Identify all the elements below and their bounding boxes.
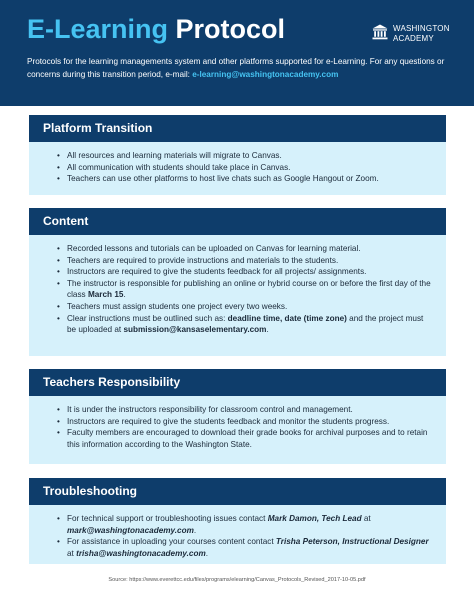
logo-line-2: ACADEMY	[393, 34, 434, 43]
logo	[372, 24, 450, 44]
list-item	[67, 513, 432, 536]
item-text: Clear instructions must be outlined such as:	[67, 313, 228, 323]
list-item: • Instructors are required to give the students feedback for all projects/ assignments.	[67, 266, 432, 278]
institution-building-icon	[372, 24, 388, 40]
item-text: at	[361, 514, 371, 523]
item-text: .	[193, 525, 197, 535]
list-item: • Faculty members are encouraged to download their grade books for archival purposes and to retain this information according to the Washington State.	[67, 427, 432, 450]
list-item: • Teachers can use other platforms to host live chats such as Google Hangout or Zoom.	[67, 173, 432, 185]
section-title: Troubleshooting	[29, 478, 446, 505]
bullet-list	[67, 404, 432, 450]
submission-email-link[interactable]: submission@kansaselementary.com	[123, 325, 267, 335]
item-text: .	[205, 548, 209, 558]
item-text: at	[67, 548, 77, 558]
list-item: • It is under the instructors responsibility for classroom control and management.	[67, 404, 432, 416]
list-item: • Instructors are required to give the students feedback and monitor the students progress.	[67, 416, 432, 428]
header-banner	[0, 0, 474, 106]
bullet-list	[67, 150, 432, 185]
list-item: • Teachers are required to provide instructions and materials to the students.	[67, 255, 432, 267]
list-item: • All communication with students should take place in Canvas.	[67, 162, 432, 174]
logo-text	[393, 24, 450, 44]
list-item	[67, 536, 432, 559]
list-item: • Teachers must assign students one project every two weeks.	[67, 301, 432, 313]
item-text: For assistance in uploading your courses content contact	[67, 537, 276, 547]
contact-email-link[interactable]: mark@washingtonacademy.com	[67, 525, 194, 535]
list-item: • All resources and learning materials will migrate to Canvas.	[67, 150, 432, 162]
section-teachers-responsibility	[29, 369, 446, 464]
list-item	[67, 313, 432, 336]
item-text: .	[266, 325, 269, 335]
deadline-emphasis: deadline time, date (time zone)	[227, 313, 347, 323]
item-text: .	[123, 290, 126, 300]
section-title: Teachers Responsibility	[29, 369, 446, 396]
section-troubleshooting	[29, 478, 446, 564]
section-platform-transition	[29, 115, 446, 195]
bullet-list	[67, 513, 432, 559]
page-title	[27, 14, 285, 45]
intro-email-link[interactable]: e-learning@washingtonacademy.com	[192, 69, 339, 79]
contact-email-link[interactable]: trisha@washingtonacademy.com	[76, 548, 206, 558]
list-item: • Recorded lessons and tutorials can be uploaded on Canvas for learning material.	[67, 243, 432, 255]
list-item	[67, 278, 432, 301]
intro-text: Protocols for the learning managements system and other platforms supported for e-Learning. For any questions or concerns during this transition period, e-mail:	[27, 57, 445, 79]
date-emphasis: March 15	[87, 290, 124, 300]
section-content	[29, 208, 446, 356]
contact-name: Mark Damon, Tech Lead	[267, 514, 362, 523]
item-text: and the project must be uploaded at	[67, 313, 424, 335]
title-rest: Protocol	[175, 14, 286, 44]
contact-name: Trisha Peterson, Instructional Designer	[275, 537, 429, 547]
title-accent: E-Learning	[27, 14, 169, 44]
item-text: The instructor is responsible for publishing an online or hybrid course on or before the first day of the class	[67, 278, 431, 300]
bullet-list	[67, 243, 432, 336]
intro-paragraph	[27, 56, 455, 81]
section-title: Content	[29, 208, 446, 235]
section-title: Platform Transition	[29, 115, 446, 142]
item-text: For technical support or troubleshooting issues contact	[67, 514, 268, 523]
logo-line-1: WASHINGTON	[393, 24, 450, 33]
source-footnote: Source: https://www.everettcc.edu/files/programs/elearning/Canvas_Protocols_Revised_2017-10-05.pdf	[108, 577, 366, 583]
